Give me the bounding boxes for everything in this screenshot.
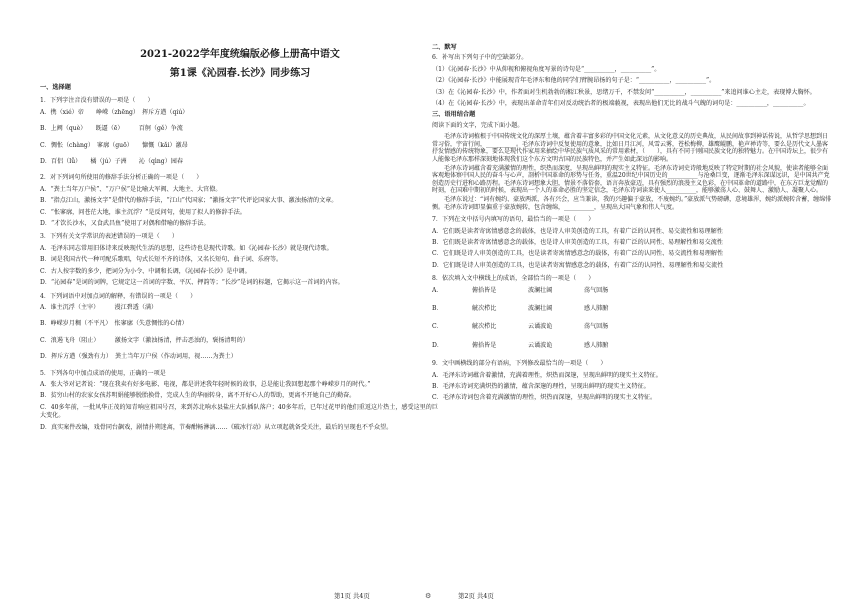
option: D．挥斥方遒（强劲有力） 粪土当年万户侯（作动词用，视……为粪土） bbox=[40, 353, 237, 361]
option: A．毛泽东诗词蕴含着激情，充满着理性，炽热而深邃，呈现出鲜明的现实主义特征。 bbox=[432, 371, 662, 379]
option-word: 荡气回肠 bbox=[584, 323, 609, 331]
option-word: 俯拾皆是 bbox=[472, 286, 497, 294]
option: C．它们既是诗人审美创造的工具，也是读者寄寓情感意念的载体，有着广泛的认同性、易交流性和易理解性 bbox=[432, 250, 724, 258]
option-letter: A． bbox=[432, 286, 443, 294]
option: C．浪遏飞舟（阻止） 激扬文字（激浊扬清，抨击恶浊的，褒扬清明的） bbox=[40, 336, 249, 344]
option-letter: D． bbox=[432, 341, 443, 349]
option: C．40多年前，一批风华正茂的知青响应祖国号召，来到苏北响水县盐庄大队插队落户；40多年后，已年过花甲的他们重返这片热土，感受这里的巨大变化。 bbox=[40, 403, 438, 420]
option-row bbox=[432, 342, 832, 350]
question-stem: 3．下列有关文学常识的表述错误的一项是（ ） bbox=[40, 233, 178, 241]
section-heading: 一、选择题 bbox=[40, 84, 71, 91]
option: C．“怅寥廓，问苍茫大地，谁主沉浮？”是反问句，使用了拟人的修辞手法。 bbox=[40, 208, 246, 216]
option: B．峥嵘岁月稠（不平凡） 怅寥廓（失意惆怅的心情） bbox=[40, 320, 188, 328]
option: D．它们既是诗人审美创造的工具，也是读者寄寓情感意念的载体，有着广泛的认同性、易理解性和易交流性 bbox=[432, 261, 724, 269]
option-word: 云谲波诡 bbox=[528, 341, 553, 349]
option-letter: C． bbox=[432, 323, 443, 331]
question-stem: 8．依次填入文中横线上的成语，全部恰当的一项是（ ） bbox=[432, 275, 595, 283]
question-stem: 2．对下列词句所使用的修辞手法分析正确的一项是（ ） bbox=[40, 174, 203, 182]
document-subtitle: 第1课《沁园春.长沙》同步练习 bbox=[169, 68, 311, 79]
option: B．它们既是读者寄寓情感意念的载体，也是诗人审美创造的工具，有着广泛的认同性、易理解性和易交流性 bbox=[432, 239, 723, 246]
question-stem: 9．文中画横线的部分有语病，下列修改最恰当的一项是（ ） bbox=[432, 360, 607, 368]
question-stem: 1．下列字注音没有错误的一项是（ ） bbox=[40, 97, 154, 105]
option-word: 云谲波诡 bbox=[528, 323, 553, 331]
option: D．百侣（lǚ） 橘（jú）子洲 沁（qìng）园春 bbox=[40, 158, 183, 166]
page-number-right: 第2页 共4页 bbox=[458, 592, 494, 600]
option-row bbox=[432, 305, 832, 313]
right-page bbox=[432, 30, 832, 406]
option: A．“粪土当年万户侯”、“万户侯”是比喻大军阀、大地主、大官僚。 bbox=[40, 185, 222, 193]
option: B．“指点江山，激扬文字”是借代的修辞手法，“江山”代国家；“激扬文字”代评论国家大事、激浊扬清的文章。 bbox=[40, 197, 338, 205]
option-word: 觥次栉比 bbox=[472, 323, 497, 331]
option: C．惆怅（chàng） 寥廓（guō） 慷慨（kǎi）激昂 bbox=[40, 141, 188, 149]
passage-paragraph: 毛泽东说过：“词有婉约、豪放两派，各有兴会，应当兼读，我的兴趣偏于豪放，不废婉约。”豪放派气势磅礴，意境雄浑，婉约派婉转含蓄，缠绵悱恻。毛泽东诗词即显偏重于豪放婉转，包含缠绵，__________，呈现出大国气象和伟人气度。 bbox=[432, 196, 832, 211]
option-row bbox=[432, 287, 832, 295]
question-stem: 7．下列在文中括号内填写的语句，最恰当的一项是（ ） bbox=[432, 216, 595, 224]
option-row bbox=[432, 323, 832, 331]
option-word: 荡气回肠 bbox=[584, 286, 609, 294]
option: C．古人按字数的多少，把词分为小令、中调和长调，《沁园春·长沙》是中调。 bbox=[40, 267, 251, 275]
reading-intro: 阅读下面的文字，完成下面小题。 bbox=[432, 121, 524, 129]
option-word: 感人肺腑 bbox=[584, 341, 609, 349]
page-number-left: 第1页 共4页 bbox=[334, 592, 370, 600]
fill-item: （3）在《沁园春·长沙》中，作者面对生机勃勃的湘江秋景，思绪万千，不禁发问“__________，__________”来追问谁心主走，表现博大胸怀。 bbox=[432, 88, 816, 96]
section-heading: 二、默写 bbox=[432, 44, 457, 51]
gear-icon: ⚙ bbox=[425, 592, 432, 600]
option: C．毛泽东诗词包含着充满激情的理性，炽热而深邃，呈现出鲜明的现实主义特征。 bbox=[432, 394, 657, 402]
option: B．贫穷山村的农家女孩苏明娟能够脱胎换骨，完成人生的华丽转身，离不开好心人的帮助，更离不开她自己的勤奋。 bbox=[40, 392, 356, 400]
option-word: 觥次栉比 bbox=[472, 305, 497, 313]
left-page bbox=[40, 28, 440, 435]
option: D．真实案件改编，戏骨同台飙戏，剧情扑朔迷离，节奏酣畅淋漓……《破冰行动》从立项起就备受关注，最后的呈现也不乎众望。 bbox=[40, 423, 393, 431]
question-stem: 4．下列词语中对加点词的解释，有错误的一项是（ ） bbox=[40, 292, 197, 300]
option-word: 波澜壮阔 bbox=[528, 286, 553, 294]
option: D．“才饮长沙水，又食武昌鱼”使用了对偶和借喻的修辞手法。 bbox=[40, 220, 210, 228]
option: A．毛泽东同志常用旧体诗来反映现代生活的思想，这些诗也是现代诗歌。如《沁园春·长沙》就是现代诗歌。 bbox=[40, 244, 333, 252]
option: A．它们既是读者寄寓情感意念的载体，也是诗人审美创造的工具，有着广泛的认同性、易交流性和易理解性 bbox=[432, 227, 723, 235]
option-letter: B． bbox=[432, 305, 443, 313]
fill-item: （1）《沁园春·长沙》中从仰视和俯视角度写景的诗句是“__________，__________”。 bbox=[432, 65, 661, 73]
question-stem: 6．补写出下列句子中的空缺部分。 bbox=[432, 54, 528, 62]
option-word: 感人肺腑 bbox=[584, 305, 609, 313]
passage-paragraph: 毛泽东诗词植根于中国传统文化的深厚土壤，蕴含着丰富多彩的中国文化元素，从文化意义的历史典故，从民间故事到神话传说，从哲学思想到日常习俗，宇宙行间，__________。毛泽东诗词中反复使用的意象，比如日月江河，风雪云雾，苍松梅柳，雄鹰鲲鹏，艳声禅诗等，要么是历代文人墨客抒发情感的传统物象，要么是现代作家用来抽绘中华民族气质风采的常用素材，（ ），具有不同于刚国民族文化的独特魅力。在中国诗坛上，很少有人能像毛泽东那样深刻地体现我们这个东方文明古国的民族特色，并产生如此深远的影响。 bbox=[432, 133, 829, 164]
option: A．携（xié）帝 峥嵘（zhēng） 挥斥方遒（qiú） bbox=[40, 108, 189, 116]
passage-paragraph: 毛泽东诗词蕴含着充满激情的理性，织热而深度，呈现出鲜明的现实主义特征。毛泽东诗词史诗般地反映了特定时期的社会风貌，使读者能够全面客观地体察中国人民的奋斗与心声，剖析中国革命的形势与任务，重温20世纪中国历史的__________与沧桑巨变，逐渐毛泽东深谋远识，是中国共产党创造历史行进和心路历程。毛泽东诗词想象大胆，情景不落俗套，语言奔放豪迈，具有强烈的浪漫主义色彩，在中国革命的道路中，在东方巨龙觉醒的时刻，在国难中期初的时候，表现出一个人的革命必胜的坚定信念，毛泽东诗词读来使人__________，能够激荡人心、鼓舞人、激励人、凝聚人心。 bbox=[432, 164, 830, 195]
fill-item: （4）在《沁园春·长沙》中，表现出革命青年们对反动统治者的极端藐视，表现出他们无比的战斗气魄的词句是：__________，__________。 bbox=[432, 100, 810, 108]
option: A．张大爷对记者说：“现在我卖有好多电影、电视，都是讲述我年轻时候的故事，总是能让我回想起那个峥嵘岁月的时代。” bbox=[40, 380, 371, 388]
option-word: 波澜壮阔 bbox=[528, 305, 553, 313]
option: B．毛泽东诗词充满炽热的激情，蕴含深邃的理性，呈现出鲜明的现实主义特征。 bbox=[432, 383, 650, 391]
document-title: 2021-2022学年度统编版必修上册高中语文 bbox=[140, 49, 340, 60]
option: A．谁主沉浮（主宰） 漫江碧透（满） bbox=[40, 303, 158, 311]
option: B．上阙（què） 既逼（ē） 百舸（gě）争流 bbox=[40, 125, 183, 133]
section-heading: 三、语用结合题 bbox=[432, 111, 476, 119]
question-stem: 5．下列各句中加点成语的使用，正确的一项是 bbox=[40, 369, 166, 377]
fill-item: （2）《沁园春·长沙》中能展现青年毛泽东和他的同学们臂腕昂扬的句子是：“__________，__________”。 bbox=[432, 77, 716, 85]
option: B．词是我国古代一种可配乐歌唱，句式长短不齐的诗体，又名长短句、曲子词、乐府等。 bbox=[40, 256, 283, 264]
option: D．“沁园春”是词的词牌，它规定这一首词的字数、平仄、押韵等；“长沙”是词的标题，它揭示这一首词的内容。 bbox=[40, 279, 344, 287]
option-word: 俯拾皆是 bbox=[472, 341, 497, 349]
